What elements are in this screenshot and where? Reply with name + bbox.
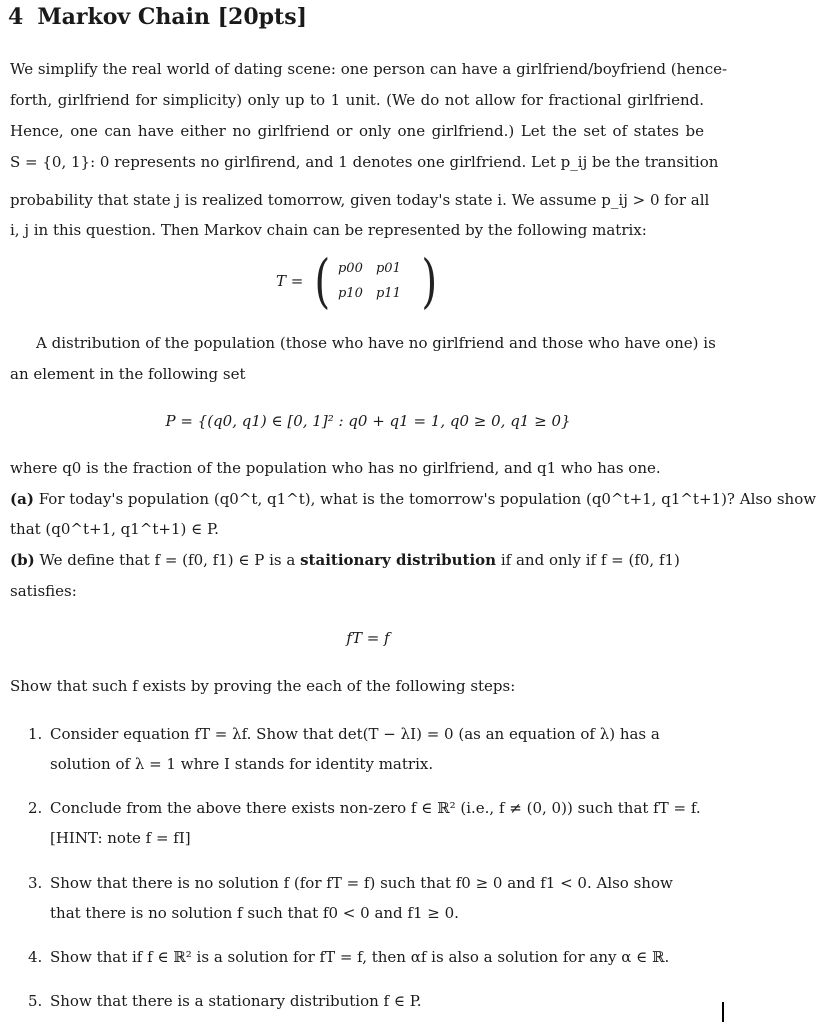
- section-heading: [8, 4, 307, 30]
- part-a-line-2: that (q0^t+1, q1^t+1) ∈ P.: [10, 520, 219, 538]
- intro-line-1: We simplify the real world of dating scene: one person can have a girlfriend/boyfriend (hence-: [10, 60, 728, 78]
- step-2-text: Conclude from the above there exists non-zero f ∈ ℝ² (i.e., f ≠ (0, 0)) such that fT = f.: [50, 799, 701, 817]
- step-2-number: 2.: [28, 799, 43, 817]
- intro-line-3: Hence, one can have either no girlfriend or only one girlfriend.) Let the set of states be: [10, 122, 704, 140]
- step-4-text: Show that if f ∈ ℝ² is a solution for fT = f, then αf is also a solution for any α ∈ ℝ.: [50, 948, 670, 966]
- part-b-line-2: satisfies:: [10, 582, 77, 600]
- part-b-bold-term: staitionary distribution: [300, 551, 497, 569]
- text-cursor: [722, 1002, 724, 1022]
- intro-line-5: probability that state j is realized tomorrow, given today's state i. We assume p_ij > 0 for all: [10, 191, 710, 209]
- step-2-line-1: [28, 798, 701, 818]
- transition-matrix: [276, 247, 441, 315]
- part-b-line-1: [10, 550, 704, 570]
- step-2-line-2: [HINT: note f = fI]: [50, 829, 191, 847]
- stationary-equation: fT = f: [346, 629, 390, 647]
- matrix-p01: p01: [375, 261, 401, 276]
- part-b-label: (b): [10, 551, 35, 569]
- part-b-show: Show that such f exists by proving the each of the following steps:: [10, 677, 516, 695]
- matrix-p10: p10: [337, 286, 363, 301]
- intro-line-2: forth, girlfriend for simplicity) only up to 1 unit. (We do not allow for fractional girlfriend.: [10, 91, 704, 109]
- step-3-text: Show that there is no solution f (for fT = f) such that f0 ≥ 0 and f1 < 0. Also show: [50, 874, 673, 892]
- step-4-line-1: [28, 947, 684, 967]
- intro-line-4: S = {0, 1}: 0 represents no girlfirend, and 1 denotes one girlfriend. Let p_ij be the transition: [10, 153, 719, 171]
- part-a-line-1: [10, 489, 816, 509]
- step-1-line-1: [28, 724, 684, 744]
- population-where: where q0 is the fraction of the population who has no girlfriend, and q1 who has one.: [10, 459, 661, 477]
- population-line-1: A distribution of the population (those who have no girlfriend and those who have one) is: [36, 334, 716, 352]
- step-1-text: Consider equation fT = λf. Show that det(T − λI) = 0 (as an equation of λ) has a: [50, 725, 660, 743]
- step-1-number: 1.: [28, 725, 43, 743]
- step-5-number: 5.: [28, 992, 43, 1010]
- matrix-p11: p11: [375, 286, 401, 301]
- step-4-number: 4.: [28, 948, 43, 966]
- right-paren: ): [421, 247, 438, 315]
- part-a-text-1: For today's population (q0^t, q1^t), what is the tomorrow's population (q0^t+1, q1^t+1)? Also show: [38, 490, 816, 508]
- step-1-line-2: solution of λ = 1 whre I stands for identity matrix.: [50, 755, 434, 773]
- part-b-post: if and only if f = (f0, f1): [500, 551, 680, 569]
- step-5-text: Show that there is a stationary distribution f ∈ P.: [50, 992, 422, 1010]
- intro-line-6: i, j in this question. Then Markov chain can be represented by the following matrix:: [10, 221, 647, 239]
- matrix-lhs: T =: [276, 272, 304, 290]
- population-line-2: an element in the following set: [10, 365, 246, 383]
- part-a-label: (a): [10, 490, 34, 508]
- step-5-line-1: [28, 991, 684, 1011]
- step-3-line-1: [28, 873, 684, 893]
- left-paren: (: [314, 247, 331, 315]
- step-3-line-2: that there is no solution f such that f0 < 0 and f1 ≥ 0.: [50, 904, 459, 922]
- section-title: Markov Chain [20pts]: [37, 4, 308, 30]
- step-3-number: 3.: [28, 874, 43, 892]
- part-b-pre: We define that f = (f0, f1) ∈ P is a: [39, 551, 296, 569]
- section-number: 4: [8, 4, 24, 30]
- matrix-p00: p00: [337, 261, 363, 276]
- population-set-equation: P = {(q0, q1) ∈ [0, 1]² : q0 + q1 = 1, q0 ≥ 0, q1 ≥ 0}: [165, 412, 571, 430]
